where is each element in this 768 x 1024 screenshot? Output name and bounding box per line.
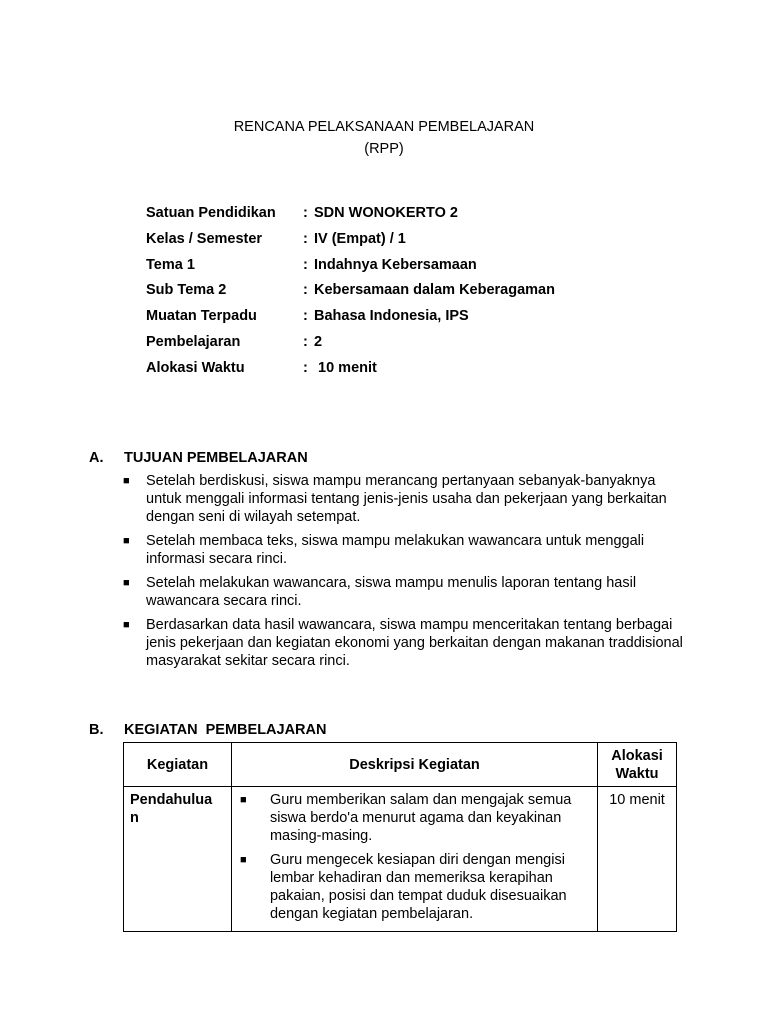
list-item [123, 574, 683, 610]
square-bullet-icon: ■ [239, 854, 247, 866]
document-title: RENCANA PELAKSANAAN PEMBELAJARAN [233, 119, 535, 135]
section-title: KEGIATAN PEMBELAJARAN [124, 722, 327, 738]
table-header-row [124, 743, 677, 787]
info-label: Kelas / Semester [146, 230, 263, 247]
info-colon: : [303, 308, 308, 325]
info-colon: : [303, 256, 308, 273]
info-label: Satuan Pendidikan [146, 205, 276, 221]
info-colon: : [303, 282, 308, 299]
goal-text: Setelah membaca teks, siswa mampu melakukan wawancara untuk menggali informasi secara rinci. [146, 533, 645, 567]
goal-text: Setelah melakukan wawancara, siswa mampu menulis laporan tentang hasil wawancara secara rinci. [146, 575, 637, 609]
goal-text: Setelah berdiskusi, siswa mampu merancang pertanyaan sebanyak-banyaknya untuk menggali informasi tentang jenis-jenis usaha dan pekerjaan yang berkaitan dengan seni di wilayah setempat. [146, 473, 667, 525]
info-row-kelas-semester [146, 229, 555, 255]
column-header-kegiatan: Kegiatan [124, 743, 232, 787]
info-row-alokasi-waktu [146, 358, 555, 384]
description-list [240, 791, 589, 923]
section-heading-tujuan [89, 448, 308, 468]
info-value: IV (Empat) / 1 [314, 230, 406, 247]
square-bullet-icon: ■ [239, 794, 247, 806]
section-heading-kegiatan [89, 720, 326, 740]
square-bullet-icon: ■ [123, 619, 130, 631]
info-value: Indahnya Kebersamaan [314, 256, 477, 273]
column-header-deskripsi: Deskripsi Kegiatan [231, 743, 597, 787]
section-title: TUJUAN PEMBELAJARAN [124, 450, 308, 466]
description-text: Guru memberikan salam dan mengajak semua siswa berdo'a menurut agama dan keyakinan masing-masing. [269, 792, 572, 844]
list-item [240, 851, 589, 923]
info-value: Bahasa Indonesia, IPS [314, 308, 469, 325]
info-value: 2 [314, 333, 323, 350]
section-letter: B. [89, 722, 104, 738]
info-label: Sub Tema 2 [146, 282, 227, 299]
info-row-sub-tema [146, 280, 555, 306]
section-letter: A. [89, 450, 104, 466]
document-subtitle: (RPP) [364, 141, 404, 157]
description-cell [231, 787, 597, 932]
info-row-tema [146, 255, 555, 281]
description-text: Guru mengecek kesiapan diri dengan mengisi lembar kehadiran dan memeriksa kerapihan pakaian, posisi dan tempat duduk disesuaikan dengan kegiatan pembelajaran. [269, 852, 567, 922]
info-colon: : [303, 333, 308, 350]
info-label: Muatan Terpadu [146, 308, 257, 325]
info-colon: : [303, 205, 308, 221]
table-row [124, 787, 677, 932]
column-header-alokasi: Alokasi Waktu [598, 743, 677, 787]
list-item [123, 532, 683, 568]
square-bullet-icon: ■ [123, 475, 130, 487]
info-value: Kebersamaan dalam Keberagaman [314, 282, 555, 299]
square-bullet-icon: ■ [123, 535, 130, 547]
list-item [123, 472, 683, 526]
info-row-pembelajaran [146, 332, 555, 358]
identity-info [146, 203, 555, 384]
time-cell: 10 menit [598, 787, 677, 932]
info-colon: : [303, 359, 308, 376]
list-item [240, 791, 589, 845]
square-bullet-icon: ■ [123, 577, 130, 589]
info-value: 10 menit [314, 359, 377, 376]
info-row-muatan-terpadu [146, 306, 555, 332]
goal-list [123, 472, 683, 676]
activity-table [123, 742, 677, 932]
info-label: Alokasi Waktu [146, 359, 245, 376]
info-row-satuan-pendidikan [146, 203, 555, 229]
activity-cell: Pendahulua n [124, 787, 232, 932]
goal-text: Berdasarkan data hasil wawancara, siswa mampu menceritakan tentang berbagai jenis pekerjaan dan kegiatan ekonomi yang berkaitan dengan makanan traddisional masyarakat sekitar secara rinci. [146, 617, 683, 669]
info-label: Pembelajaran [146, 333, 241, 350]
info-label: Tema 1 [146, 256, 195, 273]
info-value: SDN WONOKERTO 2 [314, 205, 458, 221]
info-colon: : [303, 230, 308, 247]
list-item [123, 616, 683, 670]
